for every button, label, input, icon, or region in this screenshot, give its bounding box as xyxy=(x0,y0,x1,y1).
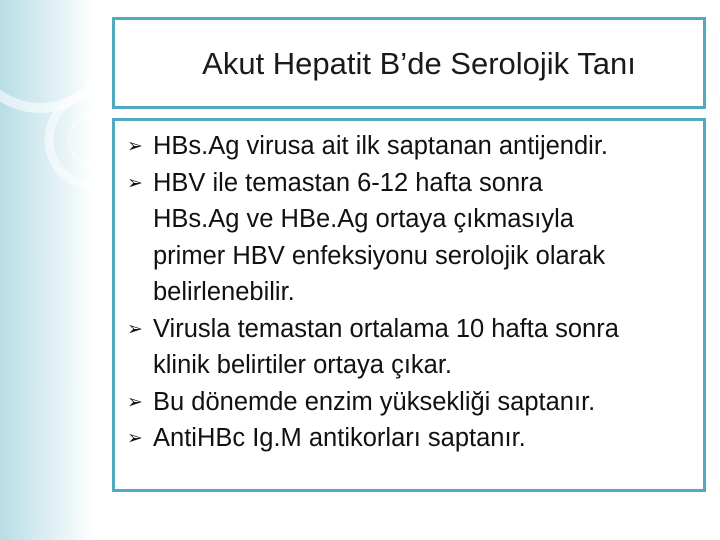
bullet-text-line: AntiHBc Ig.M antikorları saptanır. xyxy=(153,424,526,452)
arrow-right-icon: ➢ xyxy=(127,390,143,413)
decorative-rings xyxy=(0,0,130,260)
arrow-right-icon: ➢ xyxy=(127,317,143,340)
bullet-item xyxy=(115,384,703,421)
bullet-item xyxy=(115,128,703,165)
content-box xyxy=(112,118,706,492)
title-box xyxy=(112,17,706,109)
slide-title: Akut Hepatit B’de Serolojik Tanı xyxy=(202,46,636,81)
bullet-text-line: HBs.Ag virusa ait ilk saptanan antijendir. xyxy=(153,132,608,160)
arrow-right-icon: ➢ xyxy=(127,135,143,157)
bullet-item xyxy=(115,311,703,384)
bullet-list xyxy=(115,121,703,457)
bullet-text-line: primer HBV enfeksiyonu serolojik olarak xyxy=(153,241,606,270)
bullet-item xyxy=(115,420,703,457)
bullet-text-line: klinik belirtiler ortaya çıkar. xyxy=(153,351,453,379)
bullet-text-line: Virusla temastan ortalama 10 hafta sonra xyxy=(153,314,619,343)
arrow-right-icon: ➢ xyxy=(127,427,143,449)
bullet-text-line: HBV ile temastan 6-12 hafta sonra xyxy=(153,168,543,197)
bullet-item xyxy=(115,165,703,311)
arrow-right-icon: ➢ xyxy=(127,171,143,194)
bullet-text-line: belirlenebilir. xyxy=(153,278,295,306)
bullet-text-line: Bu dönemde enzim yüksekliği saptanır. xyxy=(153,387,596,416)
bullet-text-line: HBs.Ag ve HBe.Ag ortaya çıkmasıyla xyxy=(153,205,574,233)
